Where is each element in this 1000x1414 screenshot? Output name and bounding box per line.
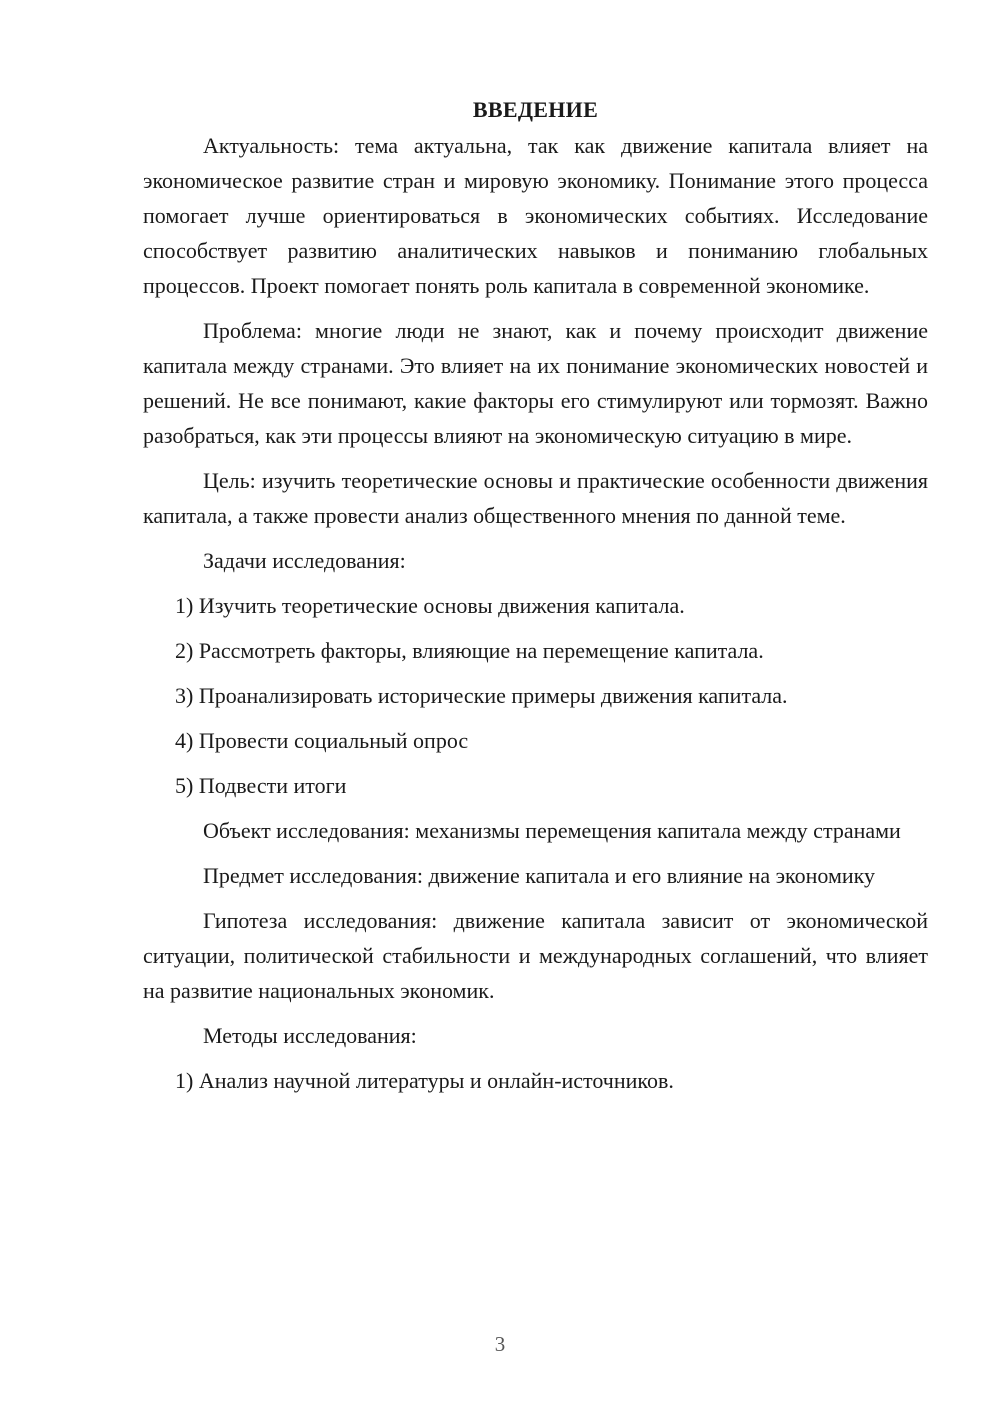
task-item: 4) Провести социальный опрос [175, 728, 469, 753]
section-title: ВВЕДЕНИЕ [472, 97, 599, 122]
task-item: 5) Подвести итоги [175, 773, 347, 798]
method-item: 1) Анализ научной литературы и онлайн-источников. [175, 1068, 674, 1093]
methods-heading: Методы исследования: [203, 1023, 417, 1048]
goal-paragraph: Цель: изучить теоретические основы и практические особенности движения капитала, а также провести анализ общественного мнения по данной теме. [143, 468, 928, 528]
task-item: 2) Рассмотреть факторы, влияющие на перемещение капитала. [175, 638, 764, 663]
task-item: 3) Проанализировать исторические примеры движения капитала. [175, 683, 788, 708]
methods-list [143, 1063, 928, 1098]
document-page [143, 92, 928, 1108]
problem-paragraph: Проблема: многие люди не знают, как и почему происходит движение капитала между странами. Это влияет на их понимание экономических новостей и решений. Не все понимают, какие факторы его стимулируют или тормозят. Важно разобраться, как эти процессы влияют на экономическую ситуацию в мире. [143, 318, 928, 448]
tasks-list [143, 588, 928, 803]
page-number: 3 [494, 1332, 506, 1356]
hypothesis-paragraph: Гипотеза исследования: движение капитала зависит от экономической ситуации, политической стабильности и международных соглашений, что влияет на развитие национальных экономик. [143, 908, 928, 1003]
relevance-paragraph: Актуальность: тема актуальна, так как движение капитала влияет на экономическое развитие стран и мировую экономику. Понимание этого процесса помогает лучше ориентироваться в экономических событиях. Исследование способствует развитию аналитических навыков и пониманию глобальных процессов. Проект помогает понять роль капитала в современной экономике. [143, 133, 928, 298]
tasks-heading: Задачи исследования: [203, 548, 406, 573]
task-item: 1) Изучить теоретические основы движения капитала. [175, 593, 685, 618]
object-paragraph: Объект исследования: механизмы перемещения капитала между странами [203, 818, 901, 843]
subject-paragraph: Предмет исследования: движение капитала и его влияние на экономику [203, 863, 876, 888]
